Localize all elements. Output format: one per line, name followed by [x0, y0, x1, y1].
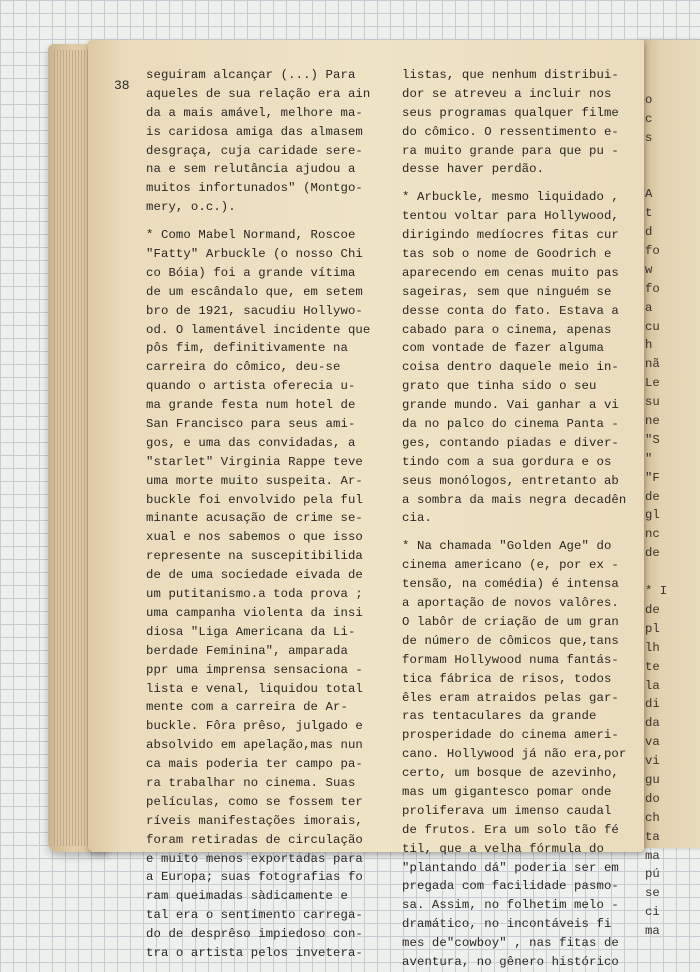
edge-text-line: a [645, 300, 653, 315]
left-column [146, 66, 386, 963]
text-line: cinema americano (e, por ex - [402, 558, 619, 573]
text-line: dor se atreveu a incluir nos [402, 86, 612, 101]
text-line: til, que a velha fórmula do [402, 841, 604, 856]
text-line: "starlet" Virginia Rappe teve [146, 454, 363, 469]
edge-text-line: h [645, 338, 653, 353]
edge-text-line: fo [645, 244, 660, 259]
text-line: ras tentaculares da grande [402, 709, 597, 724]
edge-text-line: la [645, 678, 660, 693]
text-line: de um escândalo que, em setem [146, 284, 363, 299]
edge-text-line: c [645, 111, 653, 126]
text-line: bro de 1921, sacudiu Hollywo- [146, 303, 363, 318]
text-line: tra o artista pelos invetera- [146, 945, 363, 960]
edge-text-line: gl [645, 508, 660, 523]
text-line: cia. [402, 511, 432, 526]
text-line: grande mundo. Vai ganhar a vi [402, 398, 619, 413]
page-number: 38 [114, 78, 130, 93]
text-line: proliferava um imenso caudal [402, 803, 612, 818]
text-line: de de uma sociedade eivada de [146, 568, 363, 583]
edge-text-line: "S [645, 432, 660, 447]
text-line: aventura, no gênero histórico [402, 954, 619, 969]
text-line: listas, que nenhum distribui- [402, 68, 619, 82]
text-line: desgraça, cuja caridade sere- [146, 143, 363, 158]
text-line: e muito menos exportadas para [146, 851, 363, 866]
text-line: prosperidade do cinema ameri- [402, 728, 619, 743]
text-line: do de desprêso impiedoso con- [146, 927, 363, 942]
text-line: minante acusação de crime se- [146, 511, 363, 526]
text-line: ges, contando piadas e diver- [402, 435, 619, 450]
text-line: sa. Assim, no folhetim melo - [402, 898, 619, 913]
right-column [402, 66, 642, 972]
next-page-edge-text [645, 72, 700, 941]
edge-text-line: ch [645, 810, 660, 825]
edge-text-line: lh [645, 640, 660, 655]
text-line: * Arbuckle, mesmo liquidado , [402, 190, 619, 205]
text-line: xual e nos sabemos o que isso [146, 530, 363, 545]
text-line: buckle foi envolvido pela ful [146, 492, 363, 507]
edge-text-line: ma [645, 848, 660, 863]
text-line: tas sob o nome de Goodrich e [402, 247, 612, 262]
edge-text-line: s [645, 130, 653, 145]
text-line: grato que tinha sido o seu [402, 379, 597, 394]
edge-text-line: gu [645, 772, 660, 787]
text-line: de frutos. Era um solo tão fé [402, 822, 619, 837]
text-line: * Na chamada "Golden Age" do [402, 539, 612, 554]
edge-text-line: " [645, 451, 653, 466]
text-line: tindo com a sua gordura e os [402, 454, 612, 469]
text-line: "Fatty" Arbuckle (o nosso Chi [146, 247, 363, 262]
edge-text-line: da [645, 716, 660, 731]
text-line: um putitanismo.a toda prova ; [146, 587, 363, 602]
text-line: seus programas qualquer filme [402, 105, 619, 120]
text-line: absolvido em apelação,mas nun [146, 738, 363, 753]
text-line: lista e venal, liquidou total [146, 681, 363, 696]
book-page [88, 40, 644, 969]
edge-text-line [645, 563, 700, 582]
edge-text-line: w [645, 262, 653, 277]
text-line: cano. Hollywood já não era,por [402, 747, 627, 762]
edge-text-line: de [645, 489, 660, 504]
edge-text-line: ta [645, 829, 660, 844]
edge-text-line: cu [645, 319, 660, 334]
edge-text-line: pú [645, 867, 660, 882]
edge-text-line: o [645, 92, 653, 107]
edge-text-line: A [645, 187, 653, 202]
edge-text-line: va [645, 735, 660, 750]
text-line: pôs fim, definitivamente na [146, 341, 348, 356]
text-line: tica fábrica de risos, todos [402, 671, 612, 686]
text-line: berdade Feminina", amparada [146, 643, 348, 658]
edge-text-line: d [645, 225, 653, 240]
text-line: da a mais amável, melhore ma- [146, 105, 363, 120]
text-line: muitos infortunados" (Montgo- [146, 181, 363, 196]
text-line: foram retiradas de circulação [146, 832, 363, 847]
text-line: tal era o sentimento carrega- [146, 908, 363, 923]
edge-text-line: fo [645, 281, 660, 296]
text-line: pregada com facilidade pasmo- [402, 879, 619, 894]
text-line: seguiram alcançar (...) Para [146, 68, 356, 82]
text-line: mente com a carreira de Ar- [146, 700, 348, 715]
text-line: do cômico. O ressentimento e- [402, 124, 619, 139]
text-line: dirigindo medíocres fitas cur [402, 228, 619, 243]
text-line: od. O lamentável incidente que [146, 322, 371, 337]
edge-text-line: vi [645, 754, 660, 769]
text-line: co Bóia) foi a grande vítima [146, 265, 356, 280]
text-line: represente na suscepitibilida [146, 549, 363, 564]
edge-text-line [645, 166, 700, 185]
text-line: desse haver perdão. [402, 162, 545, 177]
text-line: uma campanha violenta da insi [146, 605, 363, 620]
edge-text-line: "F [645, 470, 660, 485]
text-line: "plantando dá" poderia ser em [402, 860, 619, 875]
text-line: tentou voltar para Hollywood, [402, 209, 619, 224]
text-line: aparecendo em cenas muito pas [402, 265, 619, 280]
text-line: êles eram atraidos pelas gar- [402, 690, 619, 705]
edge-text-line: nc [645, 527, 660, 542]
text-line: certo, um bosque de azevinho, [402, 766, 619, 781]
text-line: coisa dentro daquele meio in- [402, 360, 619, 375]
text-line: ra trabalhar no cinema. Suas [146, 775, 356, 790]
text-line: sageiras, sem que ninguém se [402, 284, 612, 299]
text-line: seus monólogos, entretanto ab [402, 473, 619, 488]
edge-text-line: * I [645, 584, 668, 599]
text-line: ríveis manifestações imorais, [146, 813, 363, 828]
edge-text-line: de [645, 602, 660, 617]
text-line: quando o artista oferecia u- [146, 379, 356, 394]
edge-text-line: pl [645, 621, 660, 636]
text-line: películas, como se fossem ter [146, 794, 363, 809]
text-line: is caridosa amiga das almasem [146, 124, 363, 139]
paragraph-gap [402, 528, 642, 537]
paragraph-gap [146, 217, 386, 226]
text-line: San Francisco para seus ami- [146, 417, 356, 432]
edge-text-line: ma [645, 924, 660, 939]
edge-text-line [645, 72, 700, 91]
text-line: cabado para o cinema, apenas [402, 322, 612, 337]
text-line: ma grande festa num hotel de [146, 398, 356, 413]
text-line: diosa "Liga Americana da Li- [146, 624, 356, 639]
text-line: desse conta do fato. Estava a [402, 303, 619, 318]
text-line: * Como Mabel Normand, Roscoe [146, 228, 356, 243]
edge-text-line: de [645, 546, 660, 561]
paragraph-gap [402, 179, 642, 188]
text-line: a Europa; suas fotografias fo [146, 870, 363, 885]
text-line: ram queimadas sàdicamente e [146, 889, 348, 904]
edge-text-line: te [645, 659, 660, 674]
text-line: uma morte muito suspeita. Ar- [146, 473, 363, 488]
text-line: carreira do cômico, deu-se [146, 360, 341, 375]
text-line: buckle. Fôra prêso, julgado e [146, 719, 363, 734]
edge-text-line: Le [645, 376, 660, 391]
edge-text-line: se [645, 886, 660, 901]
text-line: tensão, na comédia) é intensa [402, 577, 619, 592]
edge-text-line [645, 148, 700, 167]
edge-text-line: su [645, 395, 660, 410]
text-line: ppr uma imprensa sensaciona - [146, 662, 363, 677]
edge-text-line: di [645, 697, 660, 712]
text-line: mas um gigantesco pomar onde [402, 784, 612, 799]
edge-text-line: nã [645, 357, 660, 372]
text-line: a aportação de novos valôres. [402, 596, 619, 611]
text-line: na e sem relutância ajudou a [146, 162, 356, 177]
text-line: a sombra da mais negra decadên [402, 492, 627, 507]
edge-text-line: do [645, 791, 660, 806]
text-line: da no palco do cinema Panta - [402, 417, 619, 432]
text-line: O labôr de criação de um gran [402, 614, 619, 629]
text-line: com vontade de fazer alguma [402, 341, 604, 356]
text-line: dramático, no incontáveis fi [402, 917, 612, 932]
edge-text-line: t [645, 206, 653, 221]
text-line: gos, e uma das convidadas, a [146, 435, 356, 450]
text-line: formam Hollywood numa fantás- [402, 652, 619, 667]
text-line: ra muito grande para que pu - [402, 143, 619, 158]
edge-text-line: ci [645, 905, 660, 920]
text-line: mery, o.c.). [146, 200, 236, 215]
text-line: ca mais poderia ter campo pa- [146, 757, 363, 772]
edge-text-line: ne [645, 414, 660, 429]
text-line: aqueles de sua relação era ain [146, 86, 371, 101]
text-line: de número de cômicos que,tans [402, 633, 619, 648]
text-line: mes de"cowboy" , nas fitas de [402, 936, 619, 951]
